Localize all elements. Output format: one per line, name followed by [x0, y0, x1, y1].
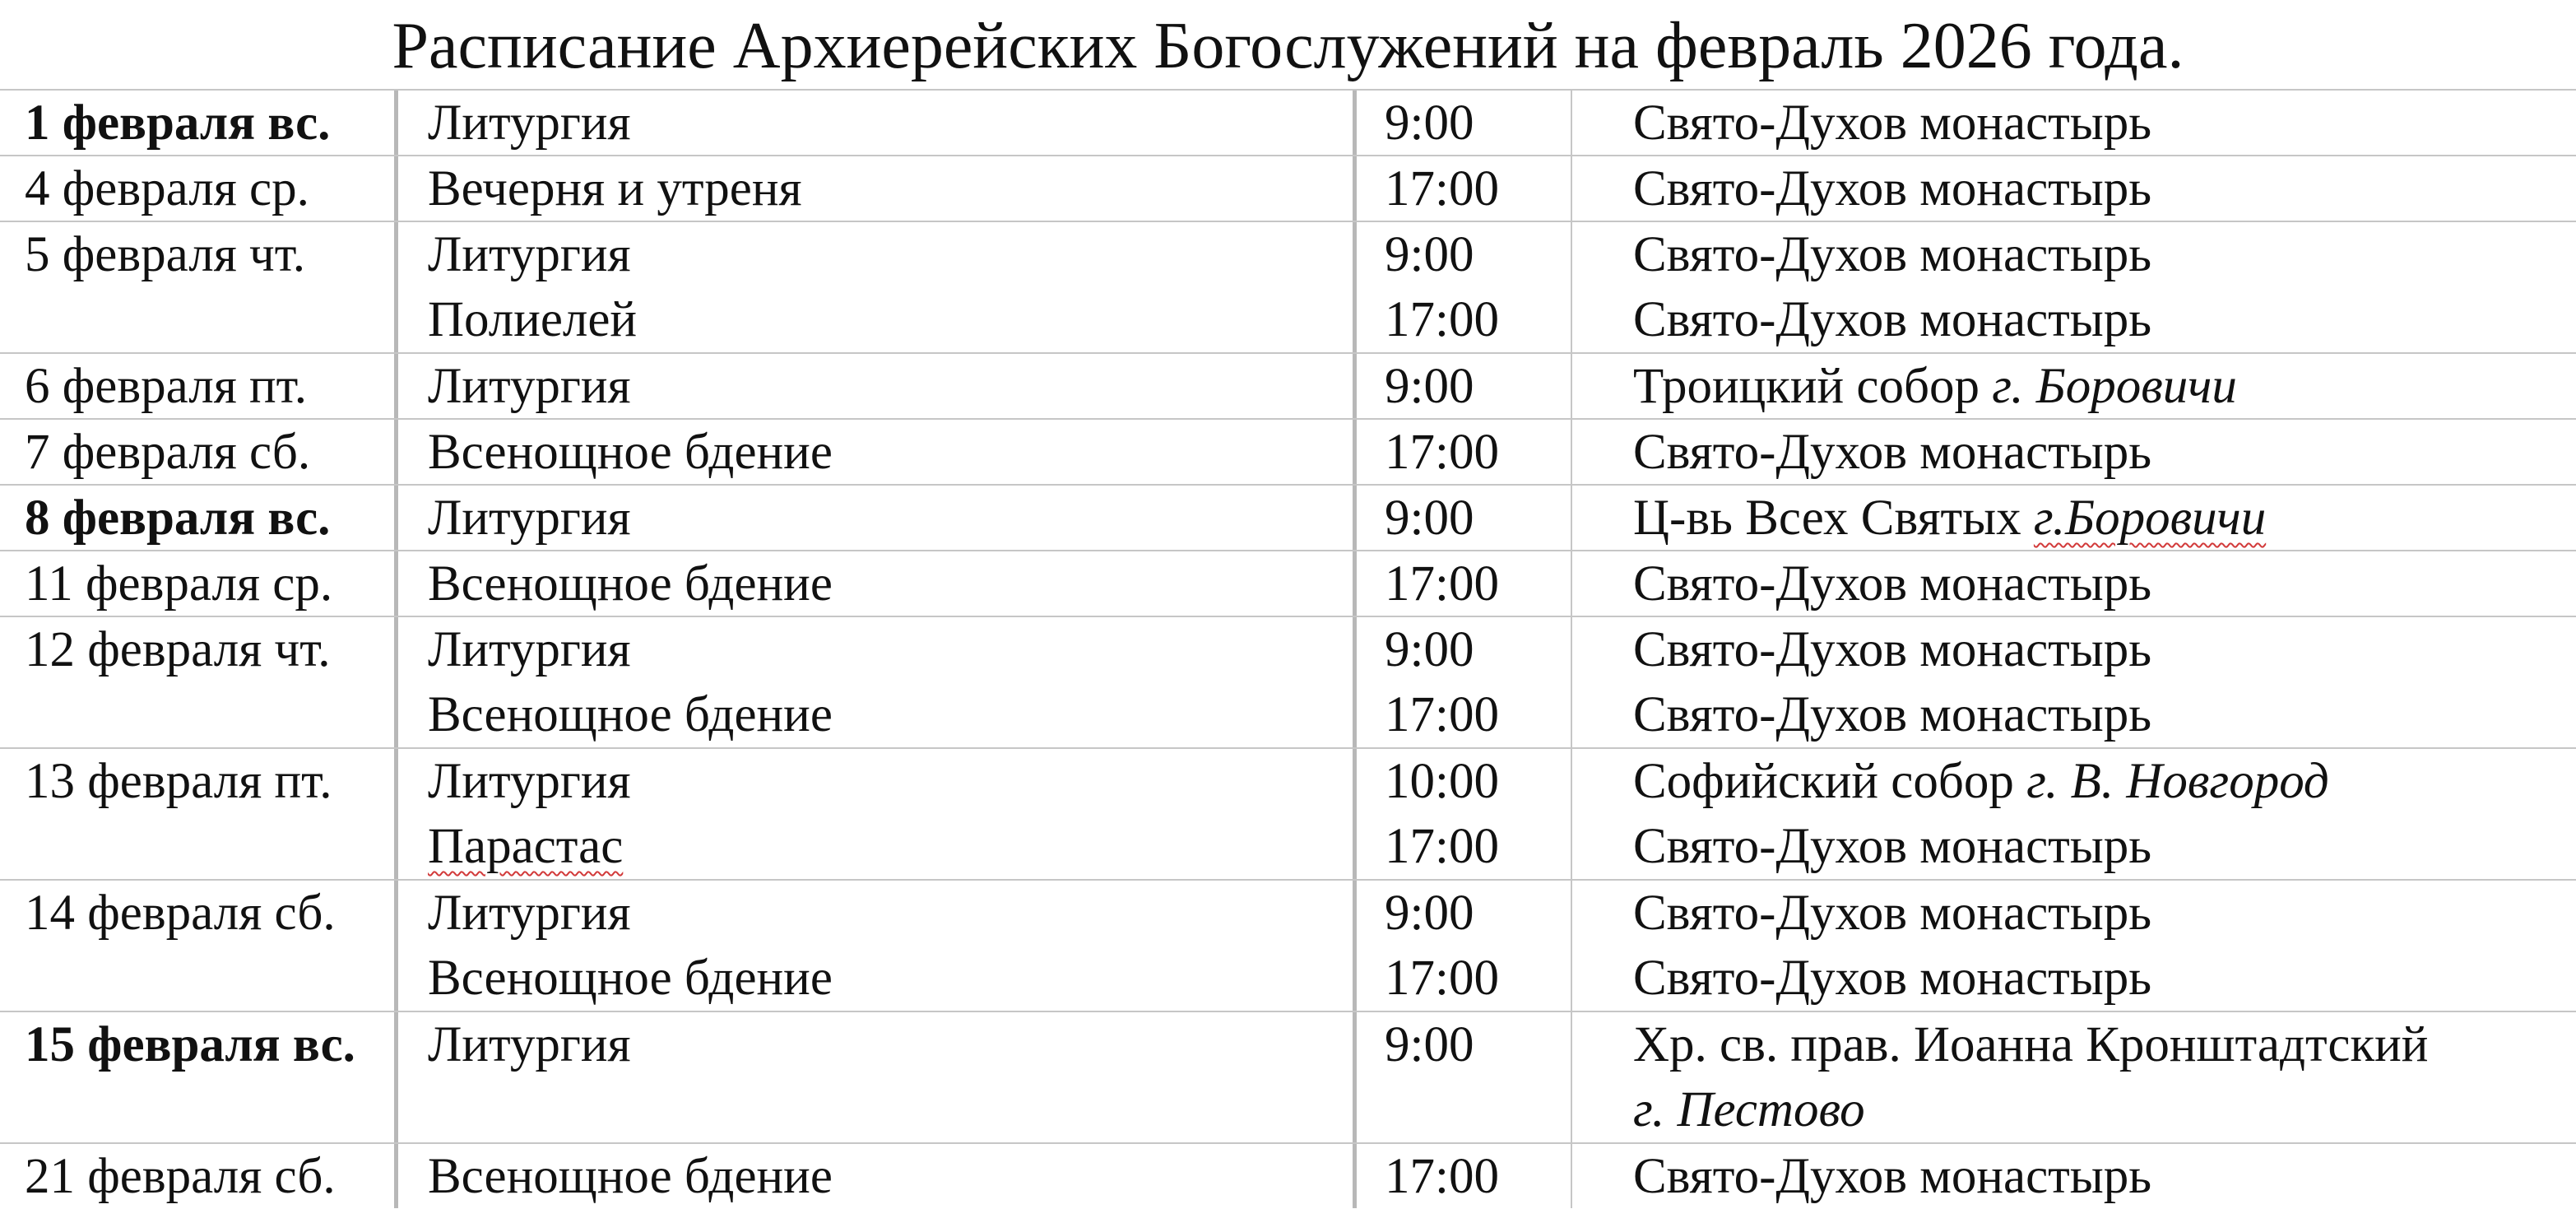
- service-text: Всенощное бдение: [428, 556, 833, 611]
- place-cell: [1572, 420, 2576, 484]
- service-text: Литургия: [428, 1017, 631, 1072]
- place-name: Свято-Духов монастырь: [1633, 95, 2152, 151]
- time-cell: [1357, 420, 1572, 484]
- service-cell: [398, 551, 1357, 616]
- place-town: г. Пестово: [1633, 1082, 1865, 1137]
- service-text: Вечерня и утреня: [428, 161, 802, 216]
- service-text: Литургия: [428, 622, 631, 677]
- place-text: [1633, 1144, 2576, 1209]
- place-cell: [1572, 551, 2576, 616]
- service-cell: [398, 486, 1357, 550]
- date-text: 14 февраля сб.: [25, 886, 336, 941]
- time-text: 17:00: [1385, 161, 1499, 216]
- place-name: Свято-Духов монастырь: [1633, 161, 2152, 216]
- service-text: Парастас: [428, 819, 624, 874]
- date-text: 8 февраля вс.: [25, 491, 331, 546]
- place-cell: [1572, 1012, 2576, 1142]
- place-town: г.Боровичи: [2033, 491, 2267, 546]
- place-text: [1633, 946, 2576, 1011]
- date-text: 1 февраля вс.: [25, 95, 331, 151]
- place-text: [1633, 420, 2576, 485]
- date-text: 13 февраля пт.: [25, 754, 332, 809]
- time-cell: [1357, 486, 1572, 550]
- service-cell: [398, 156, 1357, 221]
- time-text: 17:00: [1385, 1149, 1499, 1204]
- table-row: [0, 879, 2576, 1011]
- place-name: Хр. св. прав. Иоанна Кронштадтский: [1633, 1017, 2429, 1072]
- time-cell: [1357, 551, 1572, 616]
- table-row: [0, 352, 2576, 418]
- place-name: Свято-Духов монастырь: [1633, 425, 2152, 480]
- service-cell: [398, 749, 1357, 879]
- time-cell: [1357, 617, 1572, 747]
- date-text: 6 февраля пт.: [25, 359, 307, 414]
- time-cell: [1357, 881, 1572, 1011]
- service-cell: [398, 222, 1357, 352]
- place-name: Свято-Духов монастырь: [1633, 886, 2152, 941]
- time-cell: [1357, 222, 1572, 352]
- table-row: [0, 1011, 2576, 1142]
- time-text: 17:00: [1385, 292, 1499, 347]
- date-cell: [0, 354, 398, 418]
- service-text-container: [428, 814, 1353, 879]
- place-text: [1633, 486, 2576, 551]
- schedule-table: [0, 89, 2576, 1208]
- place-town: г. Боровичи: [1992, 359, 2237, 414]
- service-cell: [398, 1012, 1357, 1142]
- place-name: Свято-Духов монастырь: [1633, 1149, 2152, 1204]
- place-cell: [1572, 749, 2576, 879]
- table-row: [0, 747, 2576, 879]
- service-cell: [398, 420, 1357, 484]
- time-cell: [1357, 1012, 1572, 1142]
- service-text: Литургия: [428, 95, 631, 151]
- place-text: [1633, 617, 2576, 682]
- place-text: [1633, 91, 2576, 156]
- service-text: Всенощное бдение: [428, 1149, 833, 1204]
- table-row: [0, 484, 2576, 550]
- time-text: 17:00: [1385, 687, 1499, 742]
- time-text: 17:00: [1385, 819, 1499, 874]
- time-cell: [1357, 749, 1572, 879]
- place-name: Свято-Духов монастырь: [1633, 292, 2152, 347]
- place-name: Свято-Духов монастырь: [1633, 819, 2152, 874]
- table-row: [0, 616, 2576, 747]
- time-cell: [1357, 1144, 1572, 1208]
- date-cell: [0, 420, 398, 484]
- place-name: Свято-Духов монастырь: [1633, 556, 2152, 611]
- place-text: [1633, 287, 2576, 352]
- place-name: Ц-вь Всех Святых: [1633, 491, 2034, 546]
- service-text: Всенощное бдение: [428, 687, 833, 742]
- place-cell: [1572, 881, 2576, 1011]
- page-title: Расписание Архиерейских Богослужений на февраль 2026 года.: [392, 10, 2184, 82]
- date-cell: [0, 91, 398, 155]
- service-text: Всенощное бдение: [428, 951, 833, 1006]
- place-town: г. В. Новгород: [2026, 754, 2329, 809]
- place-text: [1633, 156, 2576, 221]
- place-text: [1633, 881, 2576, 946]
- place-cell: [1572, 354, 2576, 418]
- service-text: Всенощное бдение: [428, 425, 833, 480]
- table-row: [0, 1142, 2576, 1208]
- place-text: [1633, 551, 2576, 616]
- place-cell: [1572, 156, 2576, 221]
- place-cell: [1572, 486, 2576, 550]
- time-text: 9:00: [1385, 1017, 1474, 1072]
- time-text: 9:00: [1385, 95, 1474, 151]
- table-row: [0, 155, 2576, 221]
- service-text: Литургия: [428, 886, 631, 941]
- place-name: Свято-Духов монастырь: [1633, 227, 2152, 282]
- service-text: Литургия: [428, 227, 631, 282]
- place-cell: [1572, 617, 2576, 747]
- place-text: [1633, 1077, 2576, 1142]
- time-cell: [1357, 354, 1572, 418]
- service-text: Полиелей: [428, 292, 638, 347]
- service-text: Литургия: [428, 754, 631, 809]
- time-cell: [1357, 156, 1572, 221]
- date-cell: [0, 222, 398, 352]
- service-text: Литургия: [428, 359, 631, 414]
- time-text: 9:00: [1385, 491, 1474, 546]
- time-text: 9:00: [1385, 622, 1474, 677]
- place-cell: [1572, 91, 2576, 155]
- date-text: 11 февраля ср.: [25, 556, 333, 611]
- time-text: 9:00: [1385, 359, 1474, 414]
- date-cell: [0, 617, 398, 747]
- place-name: Троицкий собор: [1633, 359, 1993, 414]
- place-text: [1633, 354, 2576, 419]
- place-cell: [1572, 222, 2576, 352]
- table-row: [0, 550, 2576, 616]
- date-cell: [0, 749, 398, 879]
- service-cell: [398, 881, 1357, 1011]
- time-text: 9:00: [1385, 227, 1474, 282]
- time-text: 17:00: [1385, 425, 1499, 480]
- time-text: 9:00: [1385, 886, 1474, 941]
- date-text: 4 февраля ср.: [25, 161, 309, 216]
- service-text: Литургия: [428, 491, 631, 546]
- place-text: [1633, 222, 2576, 287]
- date-cell: [0, 1144, 398, 1208]
- date-text: 12 февраля чт.: [25, 622, 331, 677]
- service-cell: [398, 1144, 1357, 1208]
- place-cell: [1572, 1144, 2576, 1208]
- place-text[interactable]: [1633, 1012, 2576, 1077]
- date-cell: [0, 881, 398, 1011]
- place-text: [1633, 814, 2576, 879]
- place-name: Свято-Духов монастырь: [1633, 622, 2152, 677]
- date-cell: [0, 486, 398, 550]
- place-name: Софийский собор: [1633, 754, 2027, 809]
- time-cell: [1357, 91, 1572, 155]
- service-cell: [398, 354, 1357, 418]
- place-text: [1633, 682, 2576, 747]
- date-cell: [0, 551, 398, 616]
- table-row: [0, 89, 2576, 155]
- time-text: 17:00: [1385, 556, 1499, 611]
- time-text: 10:00: [1385, 754, 1499, 809]
- date-cell: [0, 156, 398, 221]
- place-text: [1633, 749, 2576, 814]
- table-row: [0, 418, 2576, 484]
- date-text: 21 февраля сб.: [25, 1149, 336, 1204]
- service-cell: [398, 91, 1357, 155]
- date-cell: [0, 1012, 398, 1142]
- service-cell: [398, 617, 1357, 747]
- date-text: 7 февраля сб.: [25, 425, 311, 480]
- date-text: 15 февраля вс.: [25, 1017, 355, 1072]
- table-row: [0, 221, 2576, 352]
- time-text: 17:00: [1385, 951, 1499, 1006]
- date-text: 5 февраля чт.: [25, 227, 306, 282]
- place-name: Свято-Духов монастырь: [1633, 687, 2152, 742]
- place-name: Свято-Духов монастырь: [1633, 951, 2152, 1006]
